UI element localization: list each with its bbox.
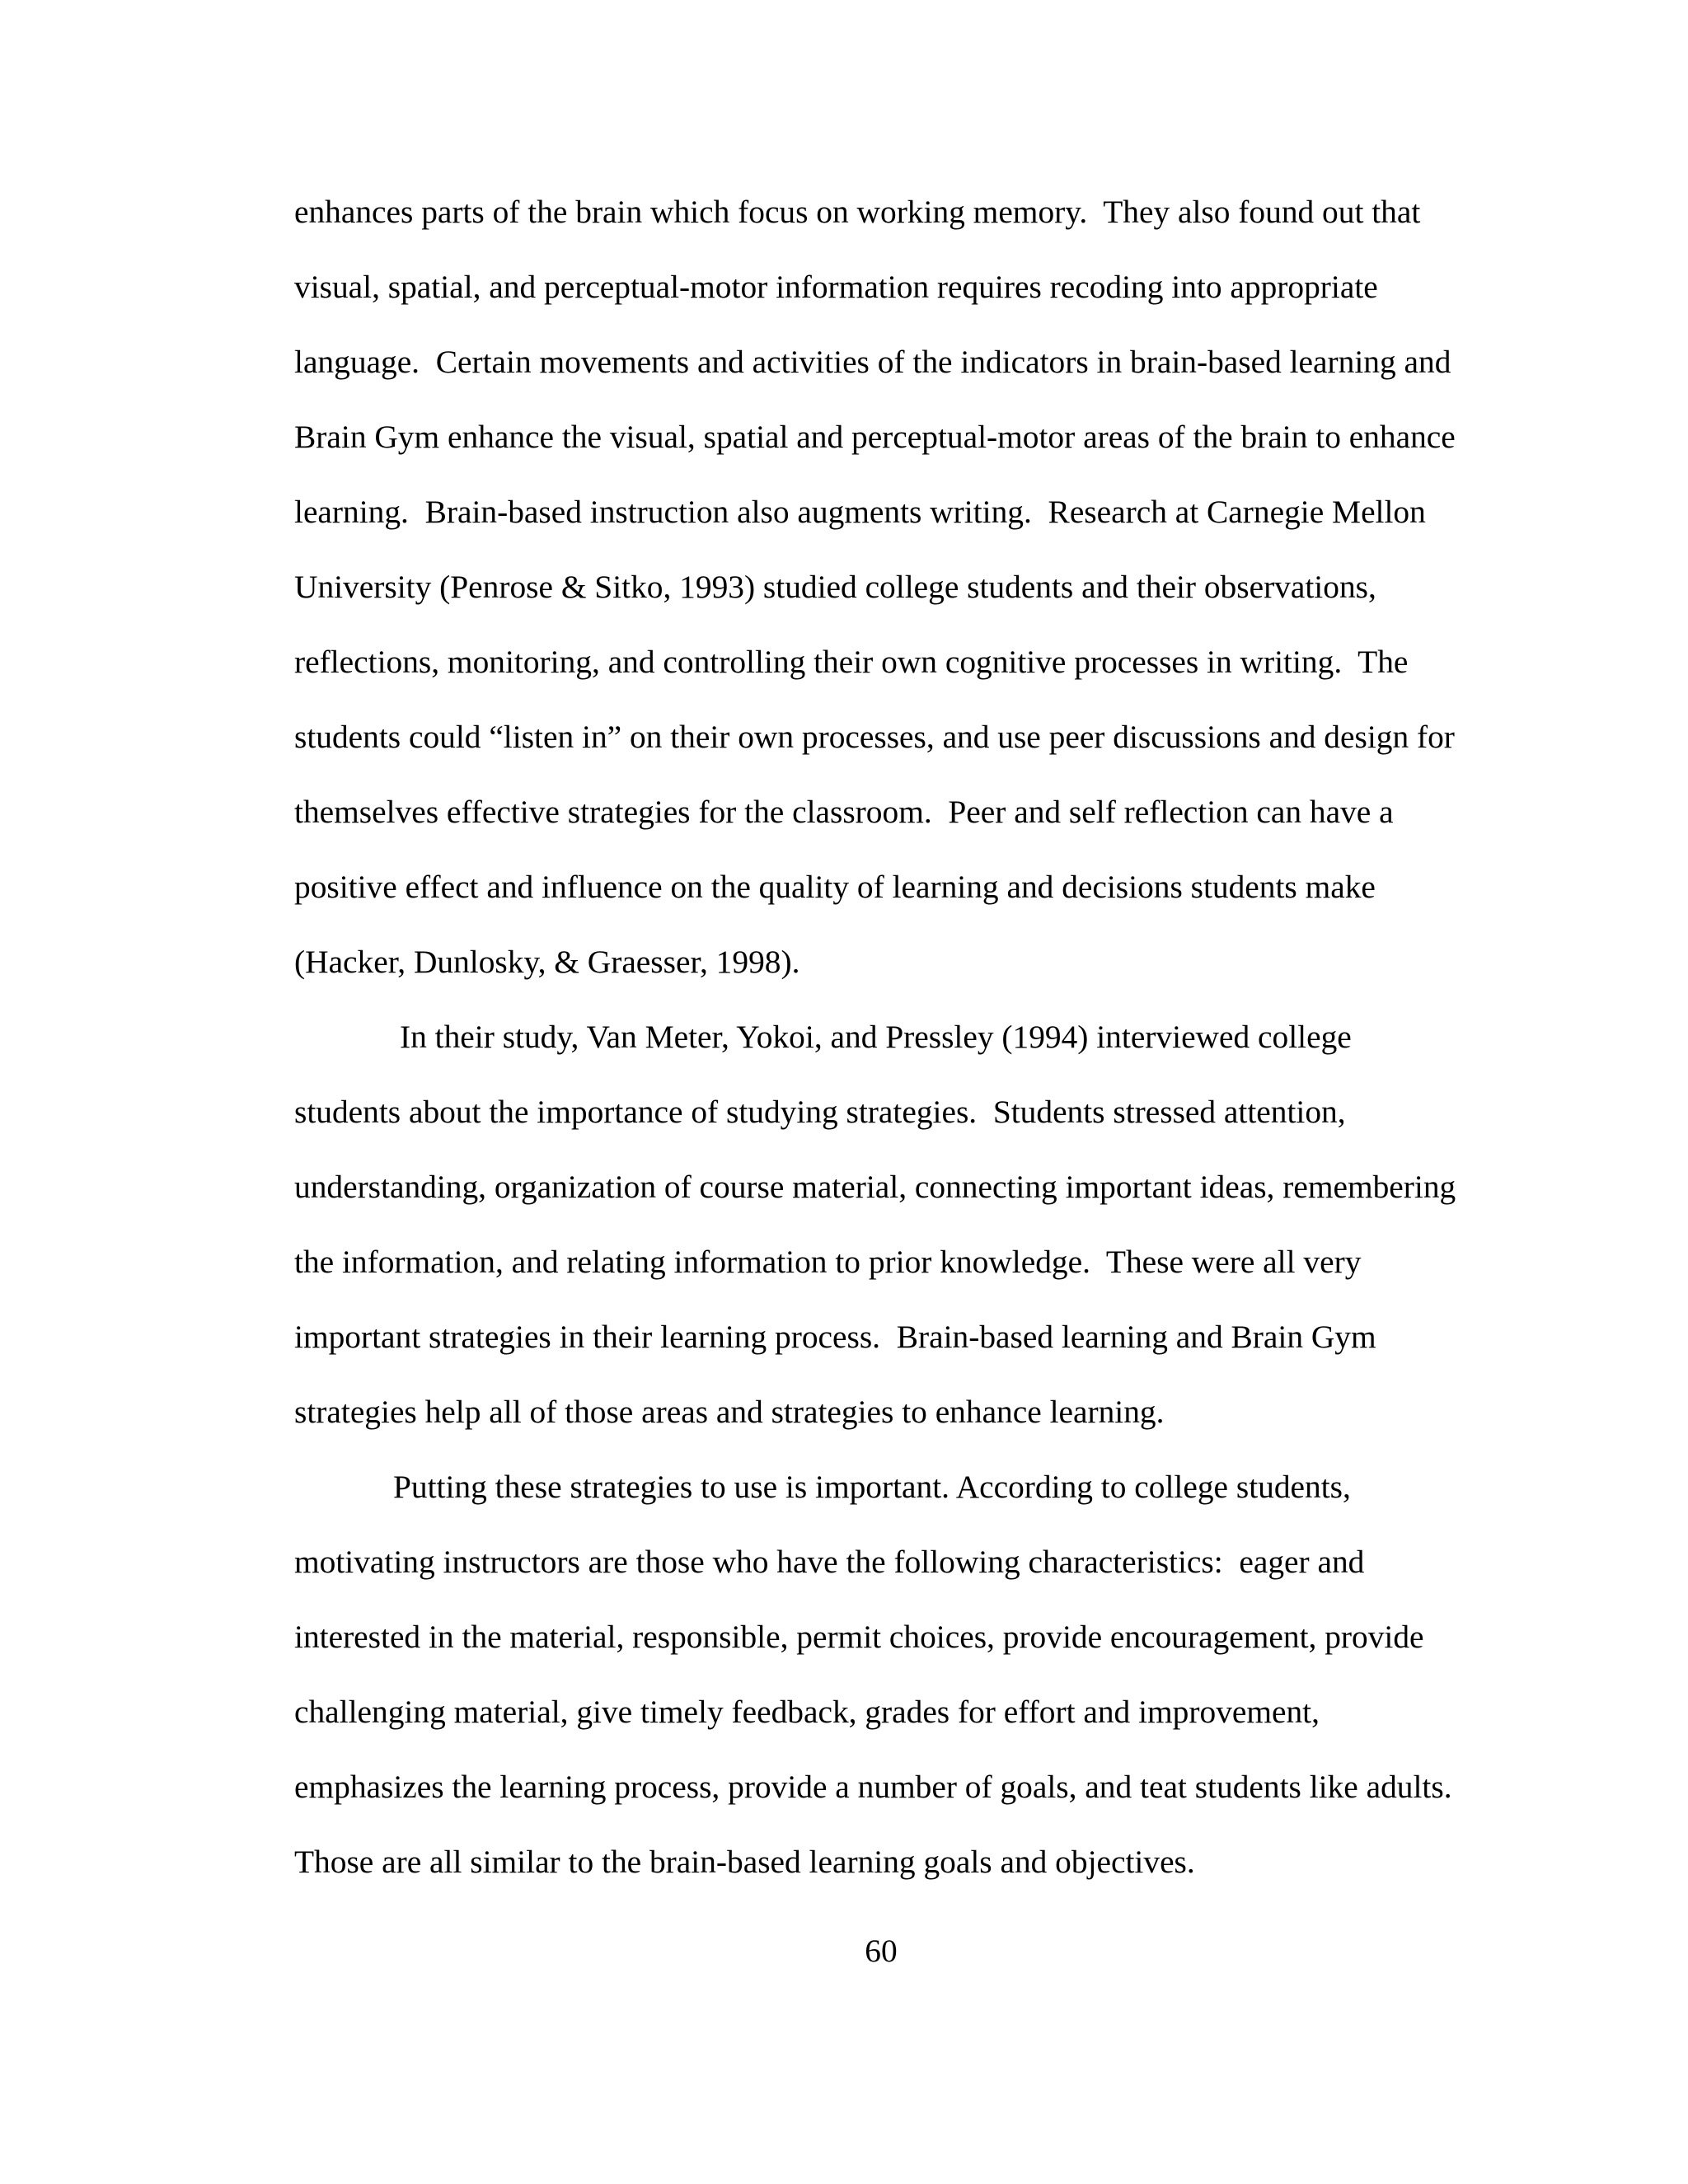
text-line: the information, and relating information to prior knowledge. These were all very [294, 1244, 1362, 1280]
page-number: 60 [865, 1933, 898, 1969]
text-line: (Hacker, Dunlosky, & Graesser, 1998). [294, 944, 800, 980]
body-text [294, 175, 1514, 1900]
text-line: visual, spatial, and perceptual-motor information requires recoding into appropriate [294, 269, 1378, 305]
body-paragraph [294, 1000, 1514, 1450]
body-paragraph [294, 1450, 1514, 1900]
text-line: motivating instructors are those who have the following characteristics: eager and [294, 1544, 1365, 1580]
text-line: Brain Gym enhance the visual, spatial and perceptual-motor areas of the brain to enhance [294, 419, 1456, 455]
text-line: students could “listen in” on their own processes, and use peer discussions and design for [294, 719, 1455, 755]
text-line: enhances parts of the brain which focus on working memory. They also found out that [294, 194, 1421, 230]
text-line: Those are all similar to the brain-based learning goals and objectives. [294, 1844, 1195, 1880]
text-line: language. Certain movements and activities of the indicators in brain-based learning and [294, 344, 1451, 380]
text-line: learning. Brain-based instruction also augments writing. Research at Carnegie Mellon [294, 494, 1426, 530]
text-line: In their study, Van Meter, Yokoi, and Pressley (1994) interviewed college [400, 1019, 1352, 1055]
text-line: strategies help all of those areas and strategies to enhance learning. [294, 1394, 1165, 1430]
text-line: reflections, monitoring, and controlling their own cognitive processes in writing. The [294, 644, 1409, 680]
text-line: challenging material, give timely feedback, grades for effort and improvement, [294, 1694, 1320, 1730]
body-paragraph [294, 175, 1514, 1000]
text-line: University (Penrose & Sitko, 1993) studied college students and their observations, [294, 569, 1376, 605]
text-line: interested in the material, responsible, permit choices, provide encouragement, provide [294, 1619, 1424, 1655]
text-line: emphasizes the learning process, provide a number of goals, and teat students like adults. [294, 1769, 1452, 1805]
text-line: positive effect and influence on the quality of learning and decisions students make [294, 869, 1376, 905]
text-line: students about the importance of studying strategies. Students stressed attention, [294, 1094, 1346, 1130]
text-line: Putting these strategies to use is important. According to college students, [393, 1469, 1351, 1505]
text-line: important strategies in their learning process. Brain-based learning and Brain Gym [294, 1319, 1376, 1355]
text-line: themselves effective strategies for the classroom. Peer and self reflection can have a [294, 794, 1394, 830]
text-line: understanding, organization of course material, connecting important ideas, remembering [294, 1169, 1456, 1205]
